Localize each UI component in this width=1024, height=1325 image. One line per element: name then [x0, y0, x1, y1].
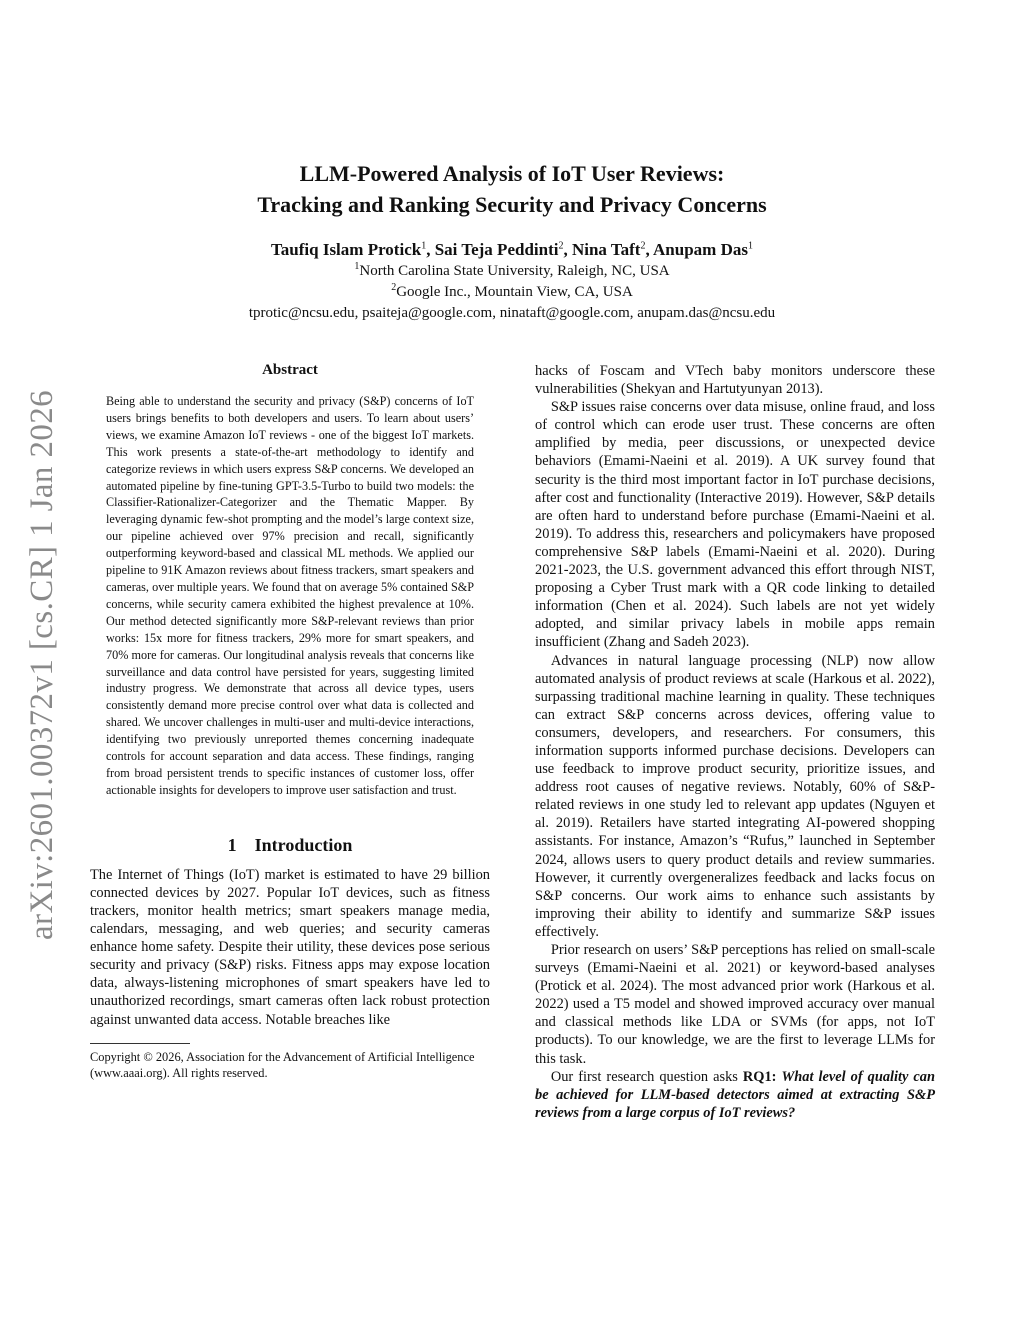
affiliation-mark: 1 [354, 261, 360, 272]
left-column [90, 362, 490, 1081]
intro-paragraph-1-continued: hacks of Foscam and VTech baby monitors underscore these vulnerabilities (Shekyan and Hartutyunyan 2013). [535, 363, 935, 398]
author-separator: , [645, 240, 654, 259]
section-title: Introduction [254, 834, 353, 855]
author-affiliation-mark: 1 [747, 240, 753, 252]
author-name: Nina Taft [571, 240, 641, 259]
title-line-2: Tracking and Ranking Security and Privacy Concerns [257, 192, 767, 217]
author-separator: , [426, 240, 435, 259]
arxiv-identifier-text: arXiv:2601.00372v1 [cs.CR] 1 Jan 2026 [24, 389, 60, 941]
affiliation-line [90, 261, 934, 282]
author-affiliation-mark: 2 [640, 240, 646, 252]
author-name: Taufiq Islam Protick [271, 240, 422, 259]
author-list [90, 239, 934, 261]
affiliation-line [90, 282, 934, 303]
footnote-divider [90, 1043, 190, 1044]
rq1-lead-in: Our first research question asks [550, 1068, 743, 1085]
section-heading-introduction [90, 835, 490, 856]
affiliation-text: Google Inc., Mountain View, CA, USA [396, 284, 633, 300]
arxiv-identifier [24, 380, 60, 950]
title-line-1: LLM-Powered Analysis of IoT User Reviews: [299, 161, 725, 186]
intro-paragraph-2: S&P issues raise concerns over data misuse, online fraud, and loss of control which can erode user trust. These concerns are often amplified by media, peer discussions, or unexpected device behaviors (Emami-Naeini et al. 2019). A UK survey found that security is the third most important factor in IoT purchase decisions, after cost and functionality (Interactive 2019). However, S&P details are often hard to understand before purchase (Emami-Naeini et al. 2019). To address this, researchers and policymakers have proposed comprehensive S&P labels (Emami-Naeini et al. 2020). During 2021-2023, the U.S. government advanced this effort through NIST, proposing a Cyber Trust mark with a QR code linking to detailed information (Chen et al. 2024). Such labels are not yet widely adopted, and similar privacy labels in mobile apps remain insufficient (Zhang and Sadeh 2023). [535, 399, 935, 651]
copyright-footnote: Copyright © 2026, Association for the Advancement of Artificial Intelligence (www.aaai.org). All rights reserved. [90, 1049, 475, 1080]
right-column [535, 362, 935, 1122]
intro-paragraph-5 [535, 1068, 935, 1122]
abstract-heading: Abstract [262, 362, 318, 378]
intro-paragraph-4: Prior research on users’ S&P perceptions has relied on small-scale surveys (Emami-Naeini et al. 2021) or keyword-based analyses (Protick et al. 2024). The most advanced prior work (Harkous et al. 2022) used a T5 model and showed improved accuracy over manual and classical methods like LDA or SVMs (for apps, not IoT products). To our knowledge, we are the first to leverage LLMs for this task. [535, 942, 935, 1067]
section-number: 1 [227, 834, 237, 855]
author-affiliation-mark: 1 [421, 240, 427, 252]
rq1-question: What level of quality can be achieved for LLM-based detectors aimed at extracting S&P reviews from a large corpus of IoT reviews? [535, 1068, 935, 1121]
intro-paragraph-3: Advances in natural language processing (NLP) now allow automated analysis of product reviews at scale (Harkous et al. 2022), surpassing traditional machine learning in quality. These techniques can extract S&P concerns across devices, offering value to consumers, developers, and researchers. For consumers, this information supports informed purchase decisions. Developers can use feedback to improve product security, prioritize issues, and address root causes of negative reviews. Notably, 60% of S&P-related reviews in one study led to relevant app updates (Nguyen et al. 2019). Retailers have started integrating AI-powered shopping assistants. For instance, Amazon’s “Rufus,” launched in September 2024, allows users to query product details and review summaries. However, it currently overgeneralizes feedback and lacks focus on S&P concerns. Our work aims to enhance such assistants by improving their ability to identify and summarize S&P issues effectively. [535, 652, 935, 940]
author-name: Anupam Das [653, 240, 748, 259]
author-emails: tprotic@ncsu.edu, psaiteja@google.com, ninataft@google.com, anupam.das@ncsu.edu [248, 305, 776, 321]
author-affiliation-mark: 2 [558, 240, 564, 252]
author-separator: , [563, 240, 572, 259]
paper-title [90, 158, 934, 220]
paper-header [90, 158, 934, 324]
author-name: Sai Teja Peddinti [434, 240, 559, 259]
affiliation-text: North Carolina State University, Raleigh, NC, USA [359, 263, 670, 279]
intro-paragraph-1: The Internet of Things (IoT) market is estimated to have 29 billion connected devices by 2027. Popular IoT devices, such as fitness trackers, monitor health metrics; smart speakers manage media, calendars, messaging, and web queries; and security cameras enhance home safety. Despite their utility, these devices pose serious security and privacy (S&P) risks. Fitness apps may expose location data, always-listening microphones of smart speakers have led to unauthorized recordings, smart cameras often lack robust protection against unwanted data access. Notable breaches like [90, 866, 490, 1028]
affiliation-mark: 2 [391, 282, 397, 293]
rq1-label: RQ1: [742, 1068, 777, 1085]
abstract-text: Being able to understand the security and privacy (S&P) concerns of IoT users brings benefits to both developers and users. To learn about users’ views, we examine Amazon IoT reviews - one of the biggest IoT markets. This work presents a state-of-the-art methodology to identify and categorize reviews in which users express S&P concerns. We developed an automated pipeline by fine-tuning GPT-3.5-Turbo to build two models: the Classifier-Rationalizer-Categorizer and the Thematic Mapper. By leveraging dynamic few-shot prompting and the model’s large context size, our pipeline achieved over 97% precision and recall, significantly outperforming keyword-based and classical ML methods. We applied our pipeline to 91K Amazon reviews about fitness trackers, smart speakers and cameras, over multiple years. We found that on average 5% contained S&P concerns, while security camera exhibited the highest prevalence at 10%. Our method detected significantly more S&P-relevant reviews than prior works: 15x more for fitness trackers, 29% more for smart speakers, and 70% more for cameras. Our longitudinal analysis reveals that concerns like surveillance and data control have persisted for years, suggesting limited industry progress. We demonstrate that across all device types, users consistently demand more precise control over what data is collected and shared. We uncover challenges in multi-user and multi-device interactions, identifying two previously unreported themes concerning inadequate controls for account separation and data access. These findings, ranging from broad persistent trends to specific instances of customer loss, offer actionable insights for developers to improve user satisfaction and trust. [106, 394, 474, 797]
